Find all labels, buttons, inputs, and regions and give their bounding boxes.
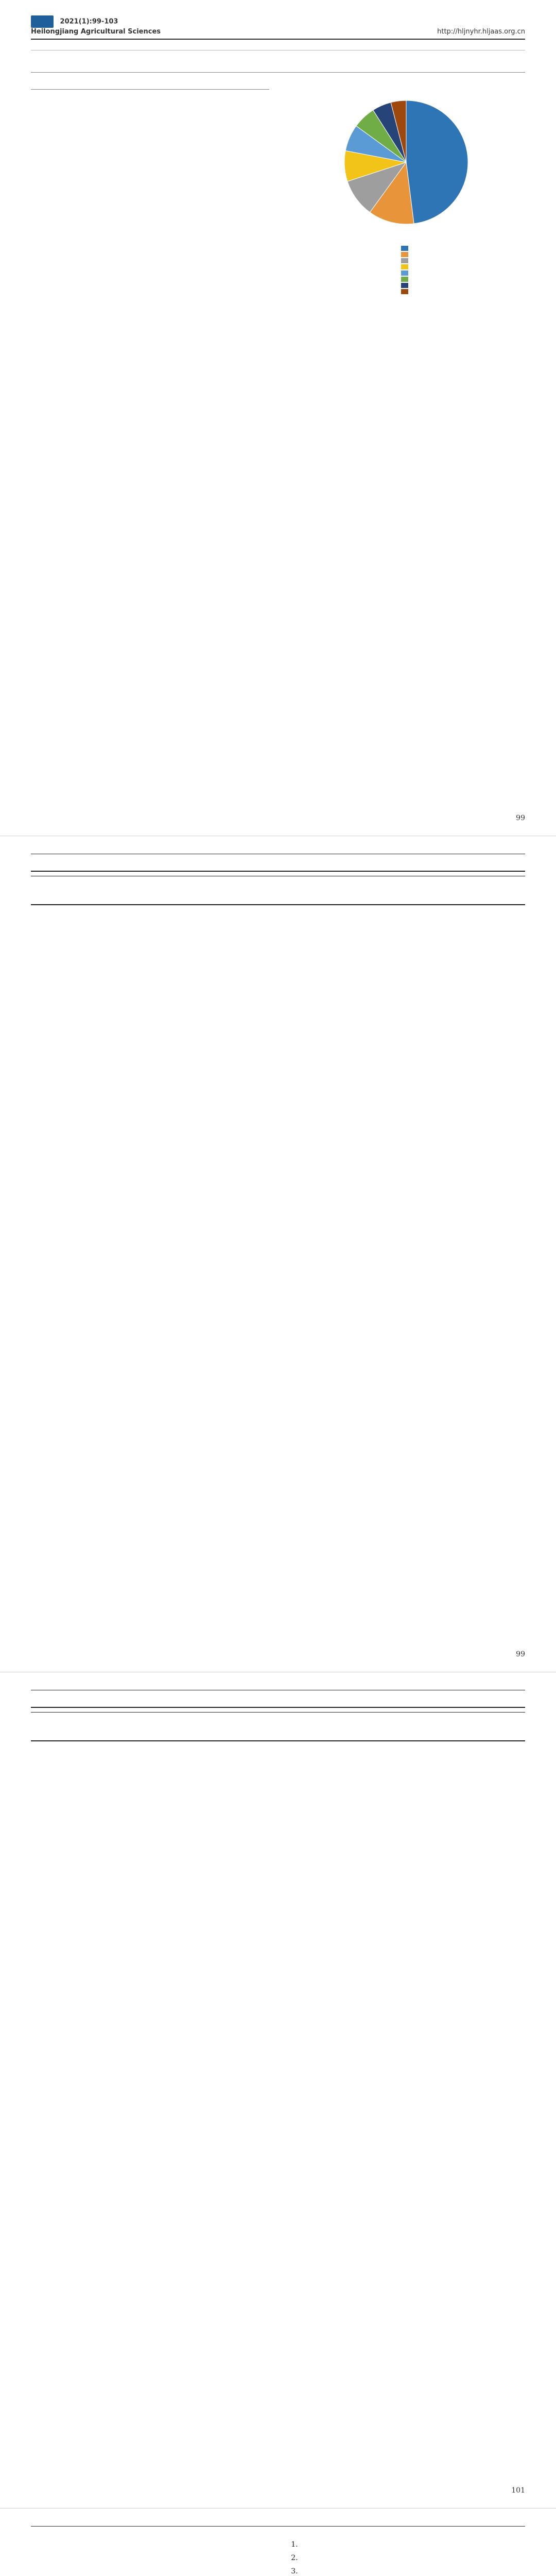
- table-header-cell: [360, 871, 415, 876]
- table-1: [31, 871, 525, 905]
- page-4: [0, 2509, 556, 2576]
- footnote: [31, 89, 269, 93]
- column-left: [31, 1696, 269, 1701]
- legend-swatch: [401, 277, 408, 282]
- page-1: [0, 0, 556, 836]
- table-cell: [305, 1737, 360, 1741]
- table-header-cell: [360, 1707, 415, 1713]
- legend-swatch: [401, 252, 408, 257]
- column-right: [287, 1747, 525, 1752]
- figure-1: [287, 85, 525, 299]
- legend-item: [401, 289, 411, 294]
- two-column-body: [31, 859, 525, 865]
- table-cell: [415, 1737, 471, 1741]
- table-header-cell: [415, 1707, 471, 1713]
- column-left: [31, 82, 269, 306]
- reference-item: [300, 2539, 525, 2551]
- legend-swatch: [401, 264, 408, 269]
- table-header-cell: [305, 871, 360, 876]
- legend-item: [401, 264, 411, 269]
- table-cell: [196, 1737, 251, 1741]
- legend-item: [401, 277, 411, 282]
- table-cell: [251, 901, 306, 905]
- table-cell: [470, 1737, 525, 1741]
- table-cell: [305, 901, 360, 905]
- table-header-row: [31, 1707, 525, 1713]
- table-header-cell: [196, 871, 251, 876]
- table-header-cell: [86, 871, 141, 876]
- table-cell: [31, 901, 86, 905]
- reference-list: [287, 2539, 525, 2576]
- table-header-cell: [31, 871, 86, 876]
- table-header-cell: [251, 871, 306, 876]
- page-number: 99: [516, 1650, 525, 1658]
- two-column-body: [31, 82, 525, 306]
- legend-item: [401, 270, 411, 276]
- legend-item: [401, 258, 411, 263]
- table-row: [31, 901, 525, 905]
- legend-item: [401, 283, 411, 288]
- journal-header-right: [437, 28, 525, 36]
- reference-item: [300, 2552, 525, 2564]
- legend-item: [401, 246, 411, 251]
- legend-swatch: [401, 289, 408, 294]
- legend-swatch: [401, 283, 408, 288]
- column-right: [287, 2532, 525, 2576]
- legend-item: [401, 252, 411, 257]
- legend-swatch: [401, 246, 408, 251]
- table-cell: [360, 901, 415, 905]
- legend-swatch: [401, 270, 408, 276]
- journal-name-en: Heilongjiang Agricultural Sciences: [31, 28, 161, 36]
- table-header-cell: [305, 1707, 360, 1713]
- table-row: [31, 1737, 525, 1741]
- table-cell: [86, 1737, 141, 1741]
- table-cell: [141, 901, 196, 905]
- table-cell: [141, 1737, 196, 1741]
- legend-swatch: [401, 258, 408, 263]
- page-3: [0, 1672, 556, 2509]
- column-right: [287, 1696, 525, 1701]
- table-header-cell: [251, 1707, 306, 1713]
- table-cell: [31, 1737, 86, 1741]
- table-header-row: [31, 871, 525, 876]
- running-header: [31, 1688, 525, 1690]
- page-number: 99: [516, 814, 525, 822]
- citation-line: [31, 43, 525, 50]
- running-header: [31, 2524, 525, 2527]
- table-header-cell: [470, 1707, 525, 1713]
- page-2: [0, 836, 556, 1672]
- two-column-body: [31, 1696, 525, 1701]
- table-header-cell: [141, 871, 196, 876]
- table-header-cell: [415, 871, 471, 876]
- column-left: [31, 859, 269, 865]
- reference-item: [300, 2566, 525, 2576]
- table-header-cell: [196, 1707, 251, 1713]
- column-left: [31, 1747, 269, 1752]
- journal-issue: 2021(1):99-103: [60, 18, 118, 26]
- table-2: [31, 1707, 525, 1741]
- page-number: 101: [511, 2486, 525, 2495]
- column-right: [287, 859, 525, 865]
- table-cell: [86, 901, 141, 905]
- table-cell: [360, 1737, 415, 1741]
- pie-chart: [293, 85, 519, 240]
- table-cell: [251, 1737, 306, 1741]
- running-header: [31, 852, 525, 854]
- journal-header-left: [31, 15, 161, 36]
- column-right: [287, 82, 525, 306]
- journal-url[interactable]: http://hljnyhr.hljaas.org.cn: [437, 28, 525, 36]
- table-header-cell: [470, 871, 525, 876]
- two-column-body: [31, 1747, 525, 1752]
- pie-slice: [406, 100, 468, 224]
- pie-legend: [401, 245, 411, 295]
- table-header-cell: [141, 1707, 196, 1713]
- journal-header: [31, 15, 525, 40]
- two-column-body: [31, 2532, 525, 2576]
- table-cell: [196, 901, 251, 905]
- journal-logo: [31, 15, 54, 28]
- table-header-cell: [86, 1707, 141, 1713]
- table-cell: [415, 901, 471, 905]
- table-header-cell: [31, 1707, 86, 1713]
- table-cell: [470, 901, 525, 905]
- column-left: [31, 2532, 269, 2576]
- divider: [31, 72, 525, 73]
